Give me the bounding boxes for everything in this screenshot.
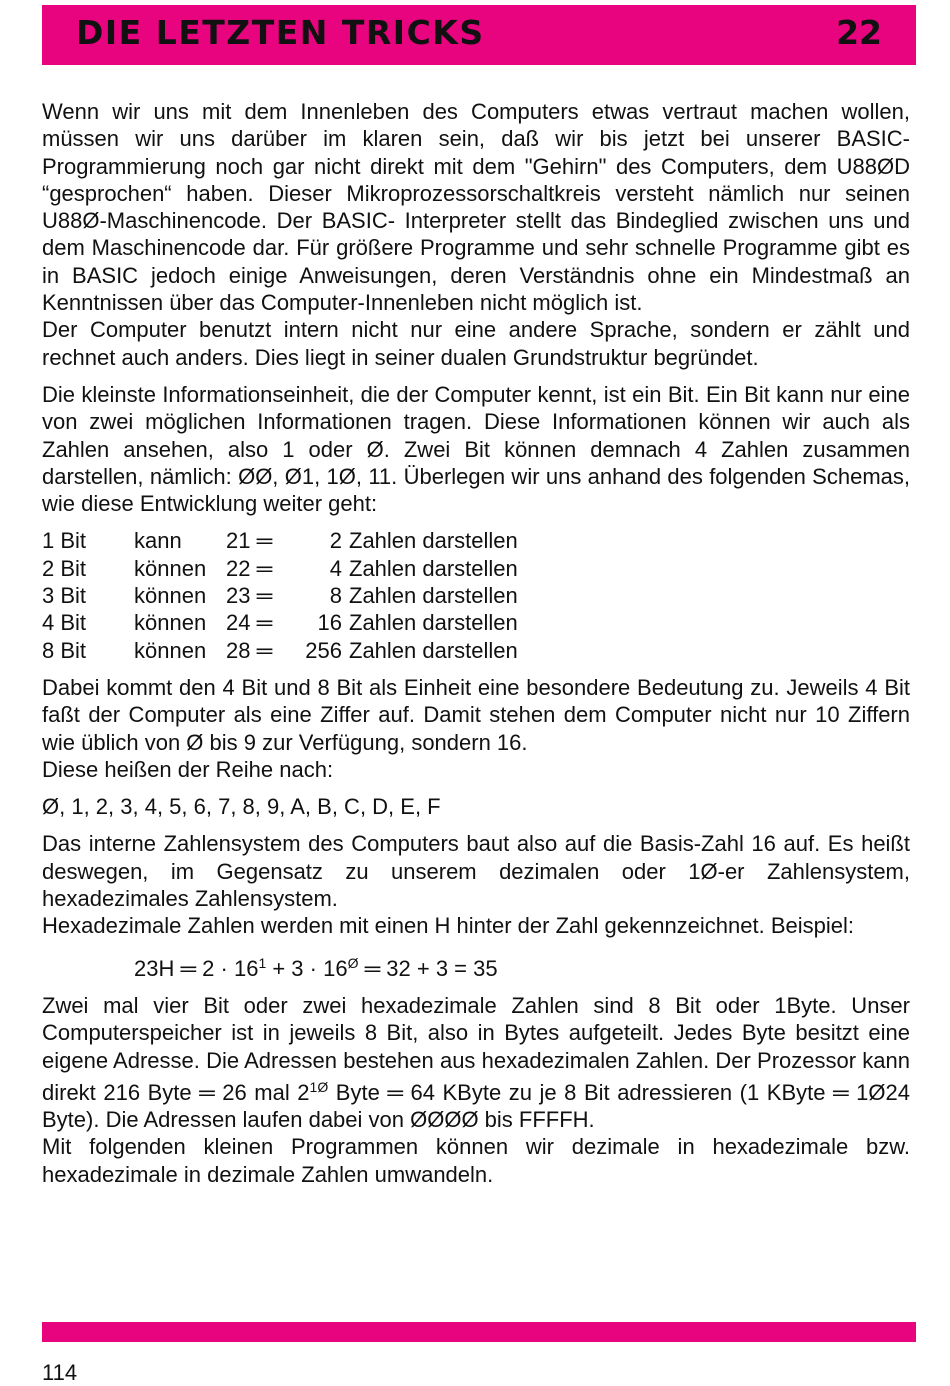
bits-cell: 3 Bit (42, 583, 87, 609)
power-cell: 21 ═ (226, 528, 273, 554)
verb-cell: können (134, 583, 207, 609)
formula-exponent: 1 (258, 954, 267, 971)
table-row (42, 637, 910, 664)
formula-part: ═ 32 + 3 = 35 (358, 955, 498, 981)
bits-cell: 1 Bit (42, 528, 87, 554)
table-row (42, 555, 910, 582)
footer-bar (42, 1322, 916, 1342)
header-bar (42, 5, 916, 65)
chapter-title: DIE LETZTEN TRICKS (76, 13, 485, 52)
paragraph-bytes (42, 992, 910, 1133)
table-row (42, 609, 910, 636)
formula-exponent: Ø (347, 954, 359, 971)
table-row (42, 582, 910, 609)
chapter-number: 22 (836, 13, 882, 52)
page-number: 114 (42, 1360, 78, 1385)
count-cell: 8 (329, 583, 342, 609)
text-cell: Zahlen darstellen (349, 528, 518, 554)
bytes-text-rest: Byte ═ 64 KByte zu je 8 Bit adressieren (1 KByte ═ 1Ø24 Byte). Die Adressen laufen dabei von ØØØØ bis FFFFH. (42, 1079, 910, 1133)
body-text (42, 98, 910, 1188)
table-row (42, 527, 910, 554)
paragraph-sequence-intro: Diese heißen der Reihe nach: (42, 756, 334, 782)
verb-cell: können (134, 610, 207, 636)
bit-table (42, 527, 910, 663)
bits-cell: 4 Bit (42, 610, 87, 636)
paragraph-bit: Die kleinste Informationseinheit, die der Computer kennt, ist ein Bit. Ein Bit kann nur eine von zwei möglichen Informationen tragen. Diese Informationen können wir auch als Zahlen ansehen, also 1 oder Ø. Zwei Bit können demnach 4 Zahlen zusammen darstellen, nämlich: ØØ, Ø1, 1Ø, 11. Überlegen wir uns anhand des folgenden Schemas, wie diese Entwicklung weiter geht: (42, 381, 910, 517)
text-cell: Zahlen darstellen (349, 583, 518, 609)
bits-cell: 8 Bit (42, 637, 87, 663)
text-cell: Zahlen darstellen (349, 555, 518, 581)
formula-part: 23H ═ 2 · 16 (134, 955, 259, 981)
text-cell: Zahlen darstellen (349, 610, 518, 636)
count-cell: 4 (329, 555, 342, 581)
power-cell: 28 ═ (226, 637, 273, 663)
count-cell: 256 (305, 637, 342, 663)
bits-cell: 2 Bit (42, 555, 87, 581)
verb-cell: können (134, 555, 207, 581)
hex-digit-list: Ø, 1, 2, 3, 4, 5, 6, 7, 8, 9, A, B, C, D, E, F (42, 794, 441, 820)
count-cell: 16 (317, 610, 342, 636)
verb-cell: können (134, 637, 207, 663)
bytes-exponent: 1Ø (309, 1078, 329, 1095)
paragraph-intro: Wenn wir uns mit dem Innenleben des Computers etwas vertraut machen wollen, müssen wir uns darüber im klaren sein, daß wir bis jetzt bei unserer BASIC-Programmierung noch gar nicht direkt mit dem "Gehirn" des Computers, dem U88ØD “gesprochen“ haben. Dieser Mikroprozessorschaltkreis versteht nämlich nur seinen U88Ø-Maschinencode. Der BASIC- Interpreter stellt das Bindeglied zwischen uns und dem Maschinencode dar. Für größere Programme und sehr schnelle Programme gibt es in BASIC jedoch einige Anweisungen, deren Verständnis ohne ein Mindestmaß an Kenntnissen über das Computer-Innenleben nicht möglich ist. (42, 99, 910, 316)
formula-part: + 3 · 16 (266, 955, 348, 981)
power-cell: 23 ═ (226, 583, 273, 609)
paragraph-example-intro: Hexadezimale Zahlen werden mit einen H hinter der Zahl gekennzeichnet. Beispiel: (42, 913, 855, 939)
verb-cell: kann (134, 528, 182, 554)
paragraph-counting: Der Computer benutzt intern nicht nur eine andere Sprache, sondern er zählt und rechnet auch anders. Dies liegt in seiner dualen Grundstruktur begründet. (42, 317, 910, 370)
power-cell: 22 ═ (226, 555, 273, 581)
bytes-text: Zwei mal vier Bit oder zwei hexadezimale Zahlen sind 8 Bit oder 1Byte. Unser Computerspeicher ist in jeweils 8 Bit, also in Bytes aufgeteilt. Jedes Byte besitzt eine eigene Adresse. Die Adressen bestehen aus hexadezimalen Zahlen. Der Prozessor kann direkt 216 Byte ═ 26 mal 2 (42, 992, 910, 1105)
count-cell: 2 (329, 528, 342, 554)
paragraph-programs: Mit folgenden kleinen Programmen können wir dezimale in hexadezimale bzw. hexadezimale in dezimale Zahlen umwandeln. (42, 1134, 910, 1187)
hex-formula (134, 950, 910, 982)
text-cell: Zahlen darstellen (349, 637, 518, 663)
paragraph-digits: Dabei kommt den 4 Bit und 8 Bit als Einheit eine besondere Bedeutung zu. Jeweils 4 Bit faßt der Computer als eine Ziffer auf. Damit stehen dem Computer nicht nur 10 Ziffern wie üblich von Ø bis 9 zur Verfügung, sondern 16. (42, 674, 910, 755)
paragraph-hex-system: Das interne Zahlensystem des Computers baut also auf die Basis-Zahl 16 auf. Es heißt deswegen, im Gegensatz zu unserem dezimalen oder 1Ø-er Zahlensystem, hexadezimales Zahlensystem. (42, 831, 910, 912)
power-cell: 24 ═ (226, 610, 273, 636)
